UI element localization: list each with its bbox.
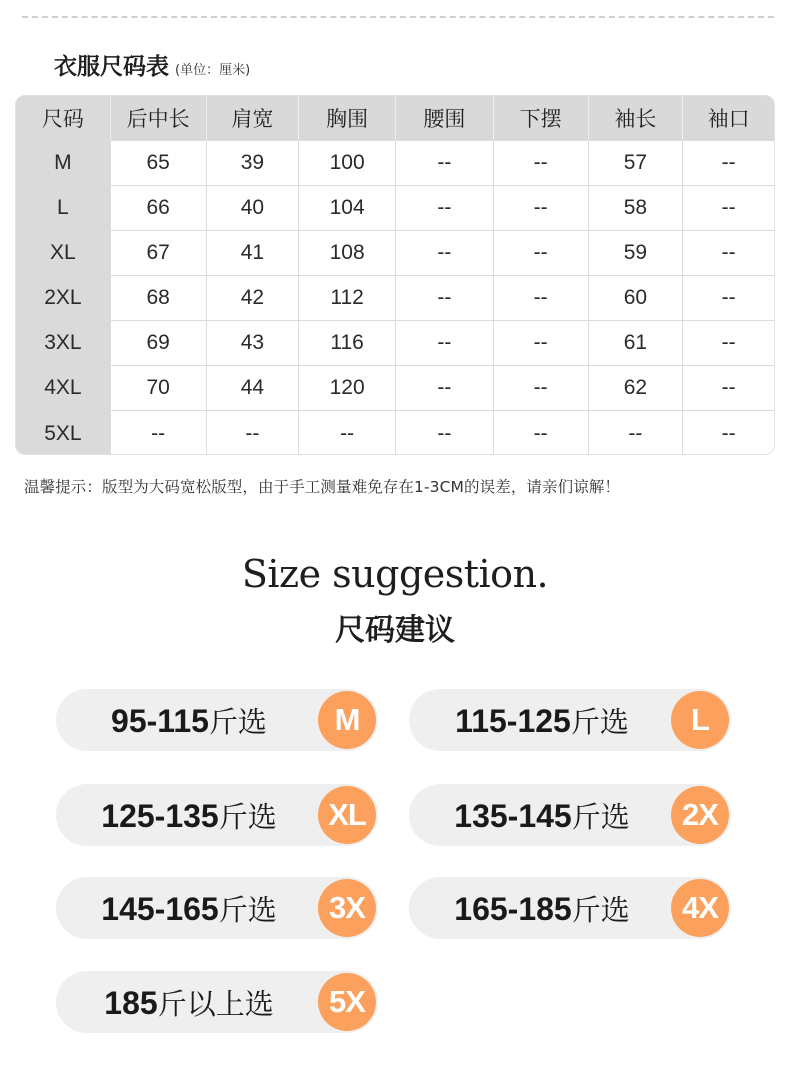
table-cell: 67 — [111, 231, 207, 275]
header-cell: 袖口 — [707, 107, 750, 131]
table-cell: -- — [494, 411, 589, 455]
size-badge: 3X — [318, 879, 376, 937]
weight-range: 165-185 — [454, 890, 572, 927]
size-suggestion-pill — [56, 971, 378, 1033]
header-cell: 腰围 — [396, 96, 494, 140]
table-cell: -- — [721, 196, 736, 219]
weight-range: 125-135 — [101, 797, 219, 834]
table-cell: 44 — [207, 366, 300, 410]
table-cell: -- — [396, 321, 494, 365]
table-cell: 42 — [207, 276, 300, 320]
table-cell: -- — [494, 366, 589, 410]
size-suggestion-pill — [56, 689, 378, 751]
size-cell: 5XL — [16, 411, 111, 455]
header-cell: 尺码 — [16, 96, 111, 140]
table-row — [16, 231, 774, 276]
table-cell: 116 — [299, 321, 396, 365]
table-cell: 66 — [111, 186, 207, 230]
header-cell: 下摆 — [494, 96, 589, 140]
weight-unit: 斤选 — [570, 704, 629, 739]
table-cell: -- — [396, 276, 494, 320]
table-cell: -- — [721, 241, 736, 264]
top-dashed-divider — [22, 16, 774, 18]
unit-note: (单位：厘米) — [175, 63, 251, 78]
weight-range: 115-125 — [455, 702, 571, 739]
table-cell: -- — [494, 186, 589, 230]
table-cell: 112 — [299, 276, 396, 320]
table-cell: 62 — [589, 366, 684, 410]
weight-unit: 斤选 — [571, 892, 630, 927]
size-chart-title-text: 衣服尺码表 — [54, 54, 169, 80]
table-row — [16, 411, 774, 455]
size-chart-title — [54, 48, 250, 81]
table-cell: -- — [721, 331, 736, 354]
table-cell: 43 — [207, 321, 300, 365]
table-cell: 57 — [589, 141, 684, 185]
size-suggestion-pill — [409, 877, 731, 939]
table-cell: 69 — [111, 321, 207, 365]
size-table — [15, 95, 775, 455]
header-cell: 肩宽 — [207, 96, 300, 140]
table-cell: 70 — [111, 366, 207, 410]
table-cell: -- — [494, 141, 589, 185]
table-cell: 68 — [111, 276, 207, 320]
size-suggestion-pill — [409, 784, 731, 846]
table-row — [16, 366, 774, 411]
table-cell: -- — [721, 151, 736, 174]
size-cell: 2XL — [16, 276, 111, 320]
table-cell: 104 — [299, 186, 396, 230]
weight-range: 95-115 — [111, 702, 209, 739]
table-row — [16, 141, 774, 186]
table-cell: 65 — [111, 141, 207, 185]
weight-range: 185 — [104, 984, 158, 1021]
table-cell: -- — [396, 366, 494, 410]
size-badge: 4X — [671, 879, 729, 937]
table-row — [16, 321, 774, 366]
header-cell: 胸围 — [299, 96, 396, 140]
size-cell: 4XL — [16, 366, 111, 410]
table-cell: 59 — [589, 231, 684, 275]
table-cell: 60 — [589, 276, 684, 320]
size-suggestion-pill — [56, 784, 378, 846]
weight-unit: 斤选 — [208, 704, 267, 739]
size-badge: 2X — [671, 786, 729, 844]
weight-unit: 斤选 — [218, 892, 277, 927]
table-cell: 39 — [207, 141, 300, 185]
weight-range: 145-165 — [101, 890, 219, 927]
table-cell: -- — [207, 411, 300, 455]
measurement-tip: 温馨提示：版型为大码宽松版型，由于手工测量难免存在1-3CM的误差，请亲们谅解！ — [24, 478, 621, 496]
table-cell: -- — [494, 231, 589, 275]
table-cell: 40 — [207, 186, 300, 230]
suggestion-title-cn: 尺码建议 — [335, 613, 455, 648]
table-cell: 58 — [589, 186, 684, 230]
table-cell: -- — [396, 231, 494, 275]
table-cell: 61 — [589, 321, 684, 365]
header-cell: 袖长 — [589, 96, 684, 140]
size-cell: 3XL — [16, 321, 111, 365]
weight-unit: 斤以上选 — [157, 986, 274, 1021]
table-cell: -- — [396, 141, 494, 185]
table-cell: 41 — [207, 231, 300, 275]
size-cell: XL — [16, 231, 111, 275]
size-suggestion-pill — [409, 689, 731, 751]
table-cell: -- — [589, 411, 684, 455]
table-cell: -- — [721, 376, 736, 399]
header-cell: 后中长 — [111, 96, 207, 140]
table-cell: 120 — [299, 366, 396, 410]
size-suggestion-pill — [56, 877, 378, 939]
table-cell: -- — [299, 411, 396, 455]
size-badge: M — [318, 691, 376, 749]
table-cell: -- — [396, 411, 494, 455]
table-cell: 108 — [299, 231, 396, 275]
table-cell: -- — [494, 276, 589, 320]
table-row — [16, 186, 774, 231]
table-cell: -- — [396, 186, 494, 230]
weight-unit: 斤选 — [571, 799, 630, 834]
size-badge: 5X — [318, 973, 376, 1031]
table-cell: -- — [721, 421, 736, 445]
size-badge: XL — [318, 786, 376, 844]
table-header-row — [16, 96, 774, 141]
weight-range: 135-145 — [454, 797, 572, 834]
table-row — [16, 276, 774, 321]
size-badge: L — [671, 691, 729, 749]
size-cell: M — [16, 141, 111, 185]
weight-unit: 斤选 — [218, 799, 277, 834]
suggestion-title-en: Size suggestion. — [241, 552, 549, 596]
table-cell: -- — [111, 411, 207, 455]
table-cell: -- — [721, 286, 736, 309]
table-cell: -- — [494, 321, 589, 365]
table-cell: 100 — [299, 141, 396, 185]
size-cell: L — [16, 186, 111, 230]
